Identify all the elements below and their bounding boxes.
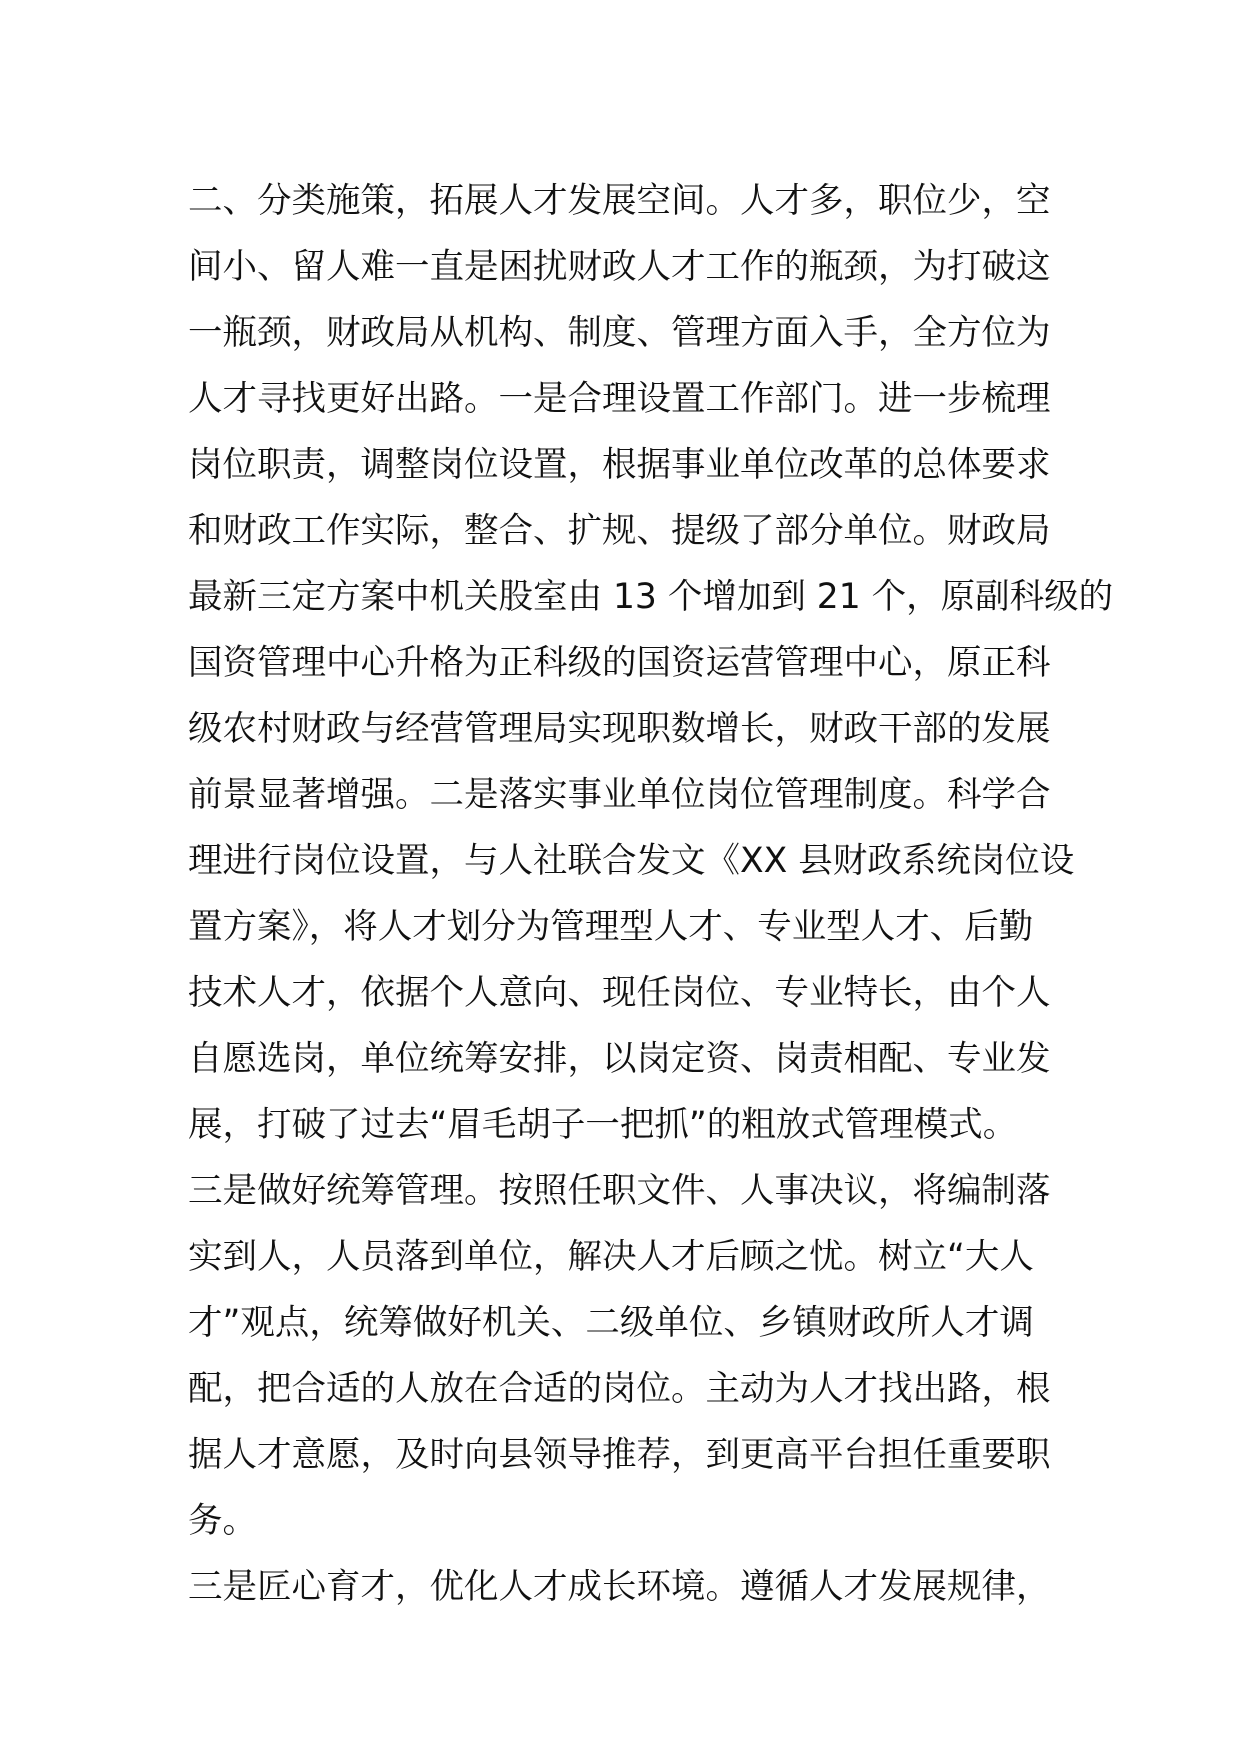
text-line: 间小、留人难一直是困扰财政人才工作的瓶颈，为打破这 xyxy=(188,247,1051,287)
text-line: 自愿选岗，单位统筹安排，以岗定资、岗责相配、专业发 xyxy=(188,1039,1051,1079)
text-line: 据人才意愿，及时向县领导推荐，到更高平台担任重要职 xyxy=(188,1435,1051,1475)
text-line: 置方案》，将人才划分为管理型人才、专业型人才、后勤 xyxy=(188,907,1034,947)
text-line: 岗位职责，调整岗位设置，根据事业单位改革的总体要求 xyxy=(188,445,1051,485)
text-line: 展，打破了过去“眉毛胡子一把抓”的粗放式管理模式。 xyxy=(188,1105,1018,1145)
text-line: 三是匠心育才，优化人才成长环境。遵循人才发展规律， xyxy=(188,1567,1051,1607)
text-line: 一瓶颈，财政局从机构、制度、管理方面入手，全方位为 xyxy=(188,313,1051,353)
text-line: 前景显著增强。二是落实事业单位岗位管理制度。科学合 xyxy=(188,775,1051,815)
text-line: 级农村财政与经营管理局实现职数增长，财政干部的发展 xyxy=(188,709,1051,749)
text-line: 务。 xyxy=(188,1501,257,1541)
text-line: 国资管理中心升格为正科级的国资运营管理中心，原正科 xyxy=(188,643,1051,683)
body-text xyxy=(188,168,1114,1620)
text-line: 人才寻找更好出路。一是合理设置工作部门。进一步梳理 xyxy=(188,379,1051,419)
text-line: 和财政工作实际，整合、扩规、提级了部分单位。财政局 xyxy=(188,511,1051,551)
text-line: 三是做好统筹管理。按照任职文件、人事决议，将编制落 xyxy=(188,1171,1051,1211)
text-line: 二、分类施策，拓展人才发展空间。人才多，职位少，空 xyxy=(188,181,1051,221)
text-line: 实到人，人员落到单位，解决人才后顾之忧。树立“大人 xyxy=(188,1237,1034,1277)
text-line: 才”观点，统筹做好机关、二级单位、乡镇财政所人才调 xyxy=(188,1303,1034,1343)
text-line: 技术人才，依据个人意向、现任岗位、专业特长，由个人 xyxy=(188,973,1051,1013)
text-line: 理进行岗位设置，与人社联合发文《XX 县财政系统岗位设 xyxy=(188,841,1075,881)
text-line: 配，把合适的人放在合适的岗位。主动为人才找出路，根 xyxy=(188,1369,1051,1409)
text-line: 最新三定方案中机关股室由 13 个增加到 21 个，原副科级的 xyxy=(188,577,1114,617)
